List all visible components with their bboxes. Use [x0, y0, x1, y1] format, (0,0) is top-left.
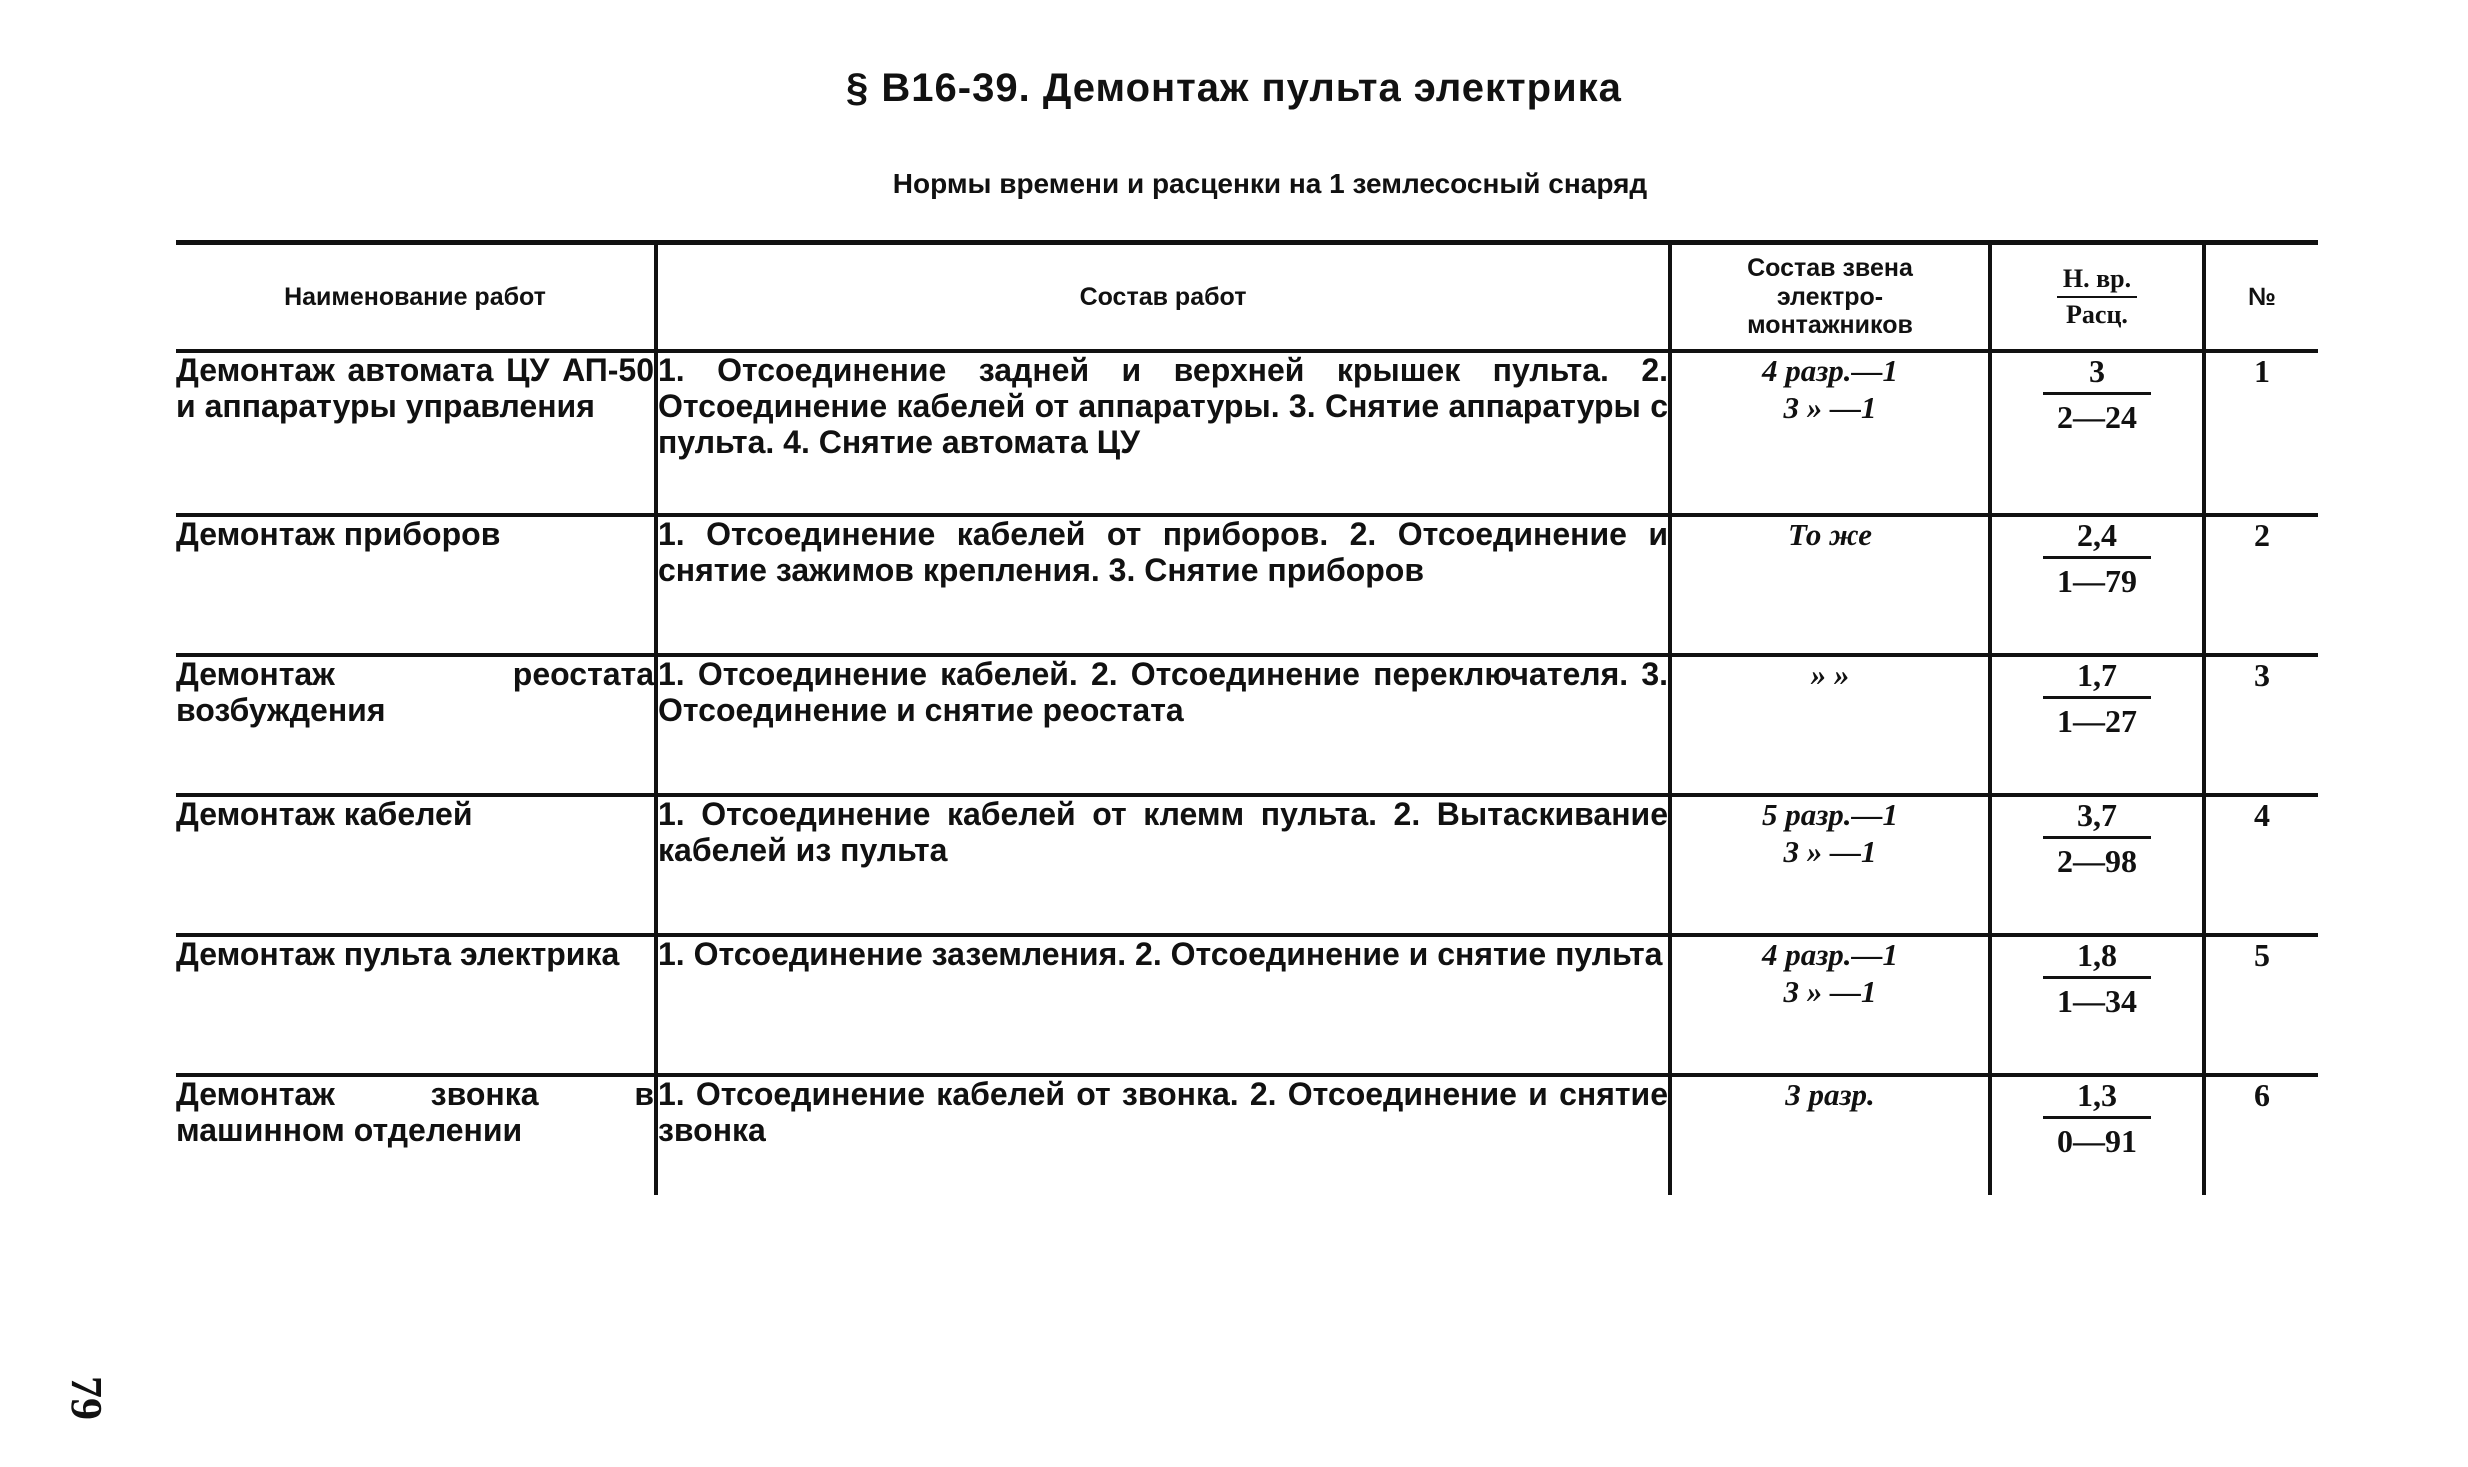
header-work-name: Наименование работ [176, 243, 656, 352]
work-composition-cell: 1. Отсоединение кабелей от приборов. 2. Отсоединение и снятие зажимов крепления. 3. Снятие приборов [656, 515, 1670, 655]
work-name-cell: Демонтаж кабелей [176, 795, 656, 935]
team-line: 3 » —1 [1783, 389, 1877, 425]
table-row [176, 795, 2318, 935]
row-number-cell: 6 [2204, 1075, 2318, 1195]
row-number-cell: 2 [2204, 515, 2318, 655]
team-cell [1670, 935, 1990, 1075]
work-name-cell: Демонтаж приборов [176, 515, 656, 655]
work-composition-cell: 1. Отсоединение кабелей от клемм пульта. 2. Вытаскивание кабелей из пульта [656, 795, 1670, 935]
header-number: № [2204, 243, 2318, 352]
header-rate: Расц. [2066, 300, 2128, 329]
section-title: § В16-39. Демонтаж пульта электрика [846, 66, 1622, 110]
norm-time-value: 2,4 [2043, 517, 2151, 559]
norm-rate-cell [1990, 795, 2204, 935]
norm-rate-cell [1990, 515, 2204, 655]
table-row [176, 515, 2318, 655]
work-composition-cell: 1. Отсоединение кабелей. 2. Отсоединение переключателя. 3. Отсоединение и снятие реостата [656, 655, 1670, 795]
header-team-text: Состав звена электро-монтажников [1747, 253, 1913, 340]
norm-rate-cell [1990, 655, 2204, 795]
norm-time-value: 3 [2043, 353, 2151, 395]
table-subtitle: Нормы времени и расценки на 1 землесосный снаряд [892, 168, 1648, 199]
norm-fraction [2043, 937, 2151, 1020]
rate-value: 0—91 [2057, 1123, 2137, 1159]
norm-rate-cell [1990, 935, 2204, 1075]
norm-rate-cell [1990, 351, 2204, 515]
table-row [176, 935, 2318, 1075]
norm-time-value: 3,7 [2043, 797, 2151, 839]
table-row [176, 1075, 2318, 1195]
rate-value: 2—24 [2057, 399, 2137, 435]
work-name-cell: Демонтаж реостата возбуждения [176, 655, 656, 795]
norm-fraction [2043, 1077, 2151, 1160]
norm-time-value: 1,8 [2043, 937, 2151, 979]
work-name-cell: Демонтаж пульта электрика [176, 935, 656, 1075]
work-composition-cell: 1. Отсоединение задней и верхней крышек пульта. 2. Отсоединение кабелей от аппаратуры. 3. Снятие аппаратуры с пульта. 4. Снятие автомата ЦУ [656, 351, 1670, 515]
work-composition-cell: 1. Отсоединение заземления. 2. Отсоединение и снятие пульта [656, 935, 1670, 1075]
work-composition-cell: 1. Отсоединение кабелей от звонка. 2. Отсоединение и снятие звонка [656, 1075, 1670, 1195]
team-line: 5 разр.—1 [1761, 797, 1899, 832]
team-line: 3 разр. [1785, 1077, 1875, 1112]
work-name-cell: Демонтаж автомата ЦУ АП-50 и аппаратуры управления [176, 351, 656, 515]
team-cell [1670, 795, 1990, 935]
team-cell [1670, 1075, 1990, 1195]
norms-table [176, 240, 2318, 1195]
team-cell [1670, 351, 1990, 515]
norm-fraction [2043, 797, 2151, 880]
table-row [176, 655, 2318, 795]
header-work-composition: Состав работ [656, 243, 1670, 352]
team-line: То же [1788, 517, 1872, 552]
norm-fraction [2043, 353, 2151, 436]
row-number-cell: 1 [2204, 351, 2318, 515]
header-norm-time: Н. вр. [2057, 264, 2137, 298]
team-line: 3 » —1 [1783, 973, 1877, 1009]
table-header-row [176, 243, 2318, 352]
norm-time-value: 1,7 [2043, 657, 2151, 699]
team-cell [1670, 515, 1990, 655]
rate-value: 1—27 [2057, 703, 2137, 739]
row-number-cell: 5 [2204, 935, 2318, 1075]
row-number-cell: 4 [2204, 795, 2318, 935]
header-team-composition [1670, 243, 1990, 352]
team-line: 4 разр.—1 [1761, 353, 1899, 388]
norm-fraction [2043, 517, 2151, 600]
header-norm-fraction [2057, 264, 2137, 330]
team-line: » » [1810, 657, 1850, 692]
norm-fraction [2043, 657, 2151, 740]
header-norm-rate [1990, 243, 2204, 352]
norm-rate-cell [1990, 1075, 2204, 1195]
team-line: 4 разр.—1 [1761, 937, 1899, 972]
rate-value: 2—98 [2057, 843, 2137, 879]
page-number: 79 [62, 1376, 111, 1420]
team-line: 3 » —1 [1783, 833, 1877, 869]
row-number-cell: 3 [2204, 655, 2318, 795]
rate-value: 1—79 [2057, 563, 2137, 599]
work-name-cell: Демонтаж звонка в машинном отделении [176, 1075, 656, 1195]
norm-time-value: 1,3 [2043, 1077, 2151, 1119]
team-cell [1670, 655, 1990, 795]
table-row [176, 351, 2318, 515]
rate-value: 1—34 [2057, 983, 2137, 1019]
